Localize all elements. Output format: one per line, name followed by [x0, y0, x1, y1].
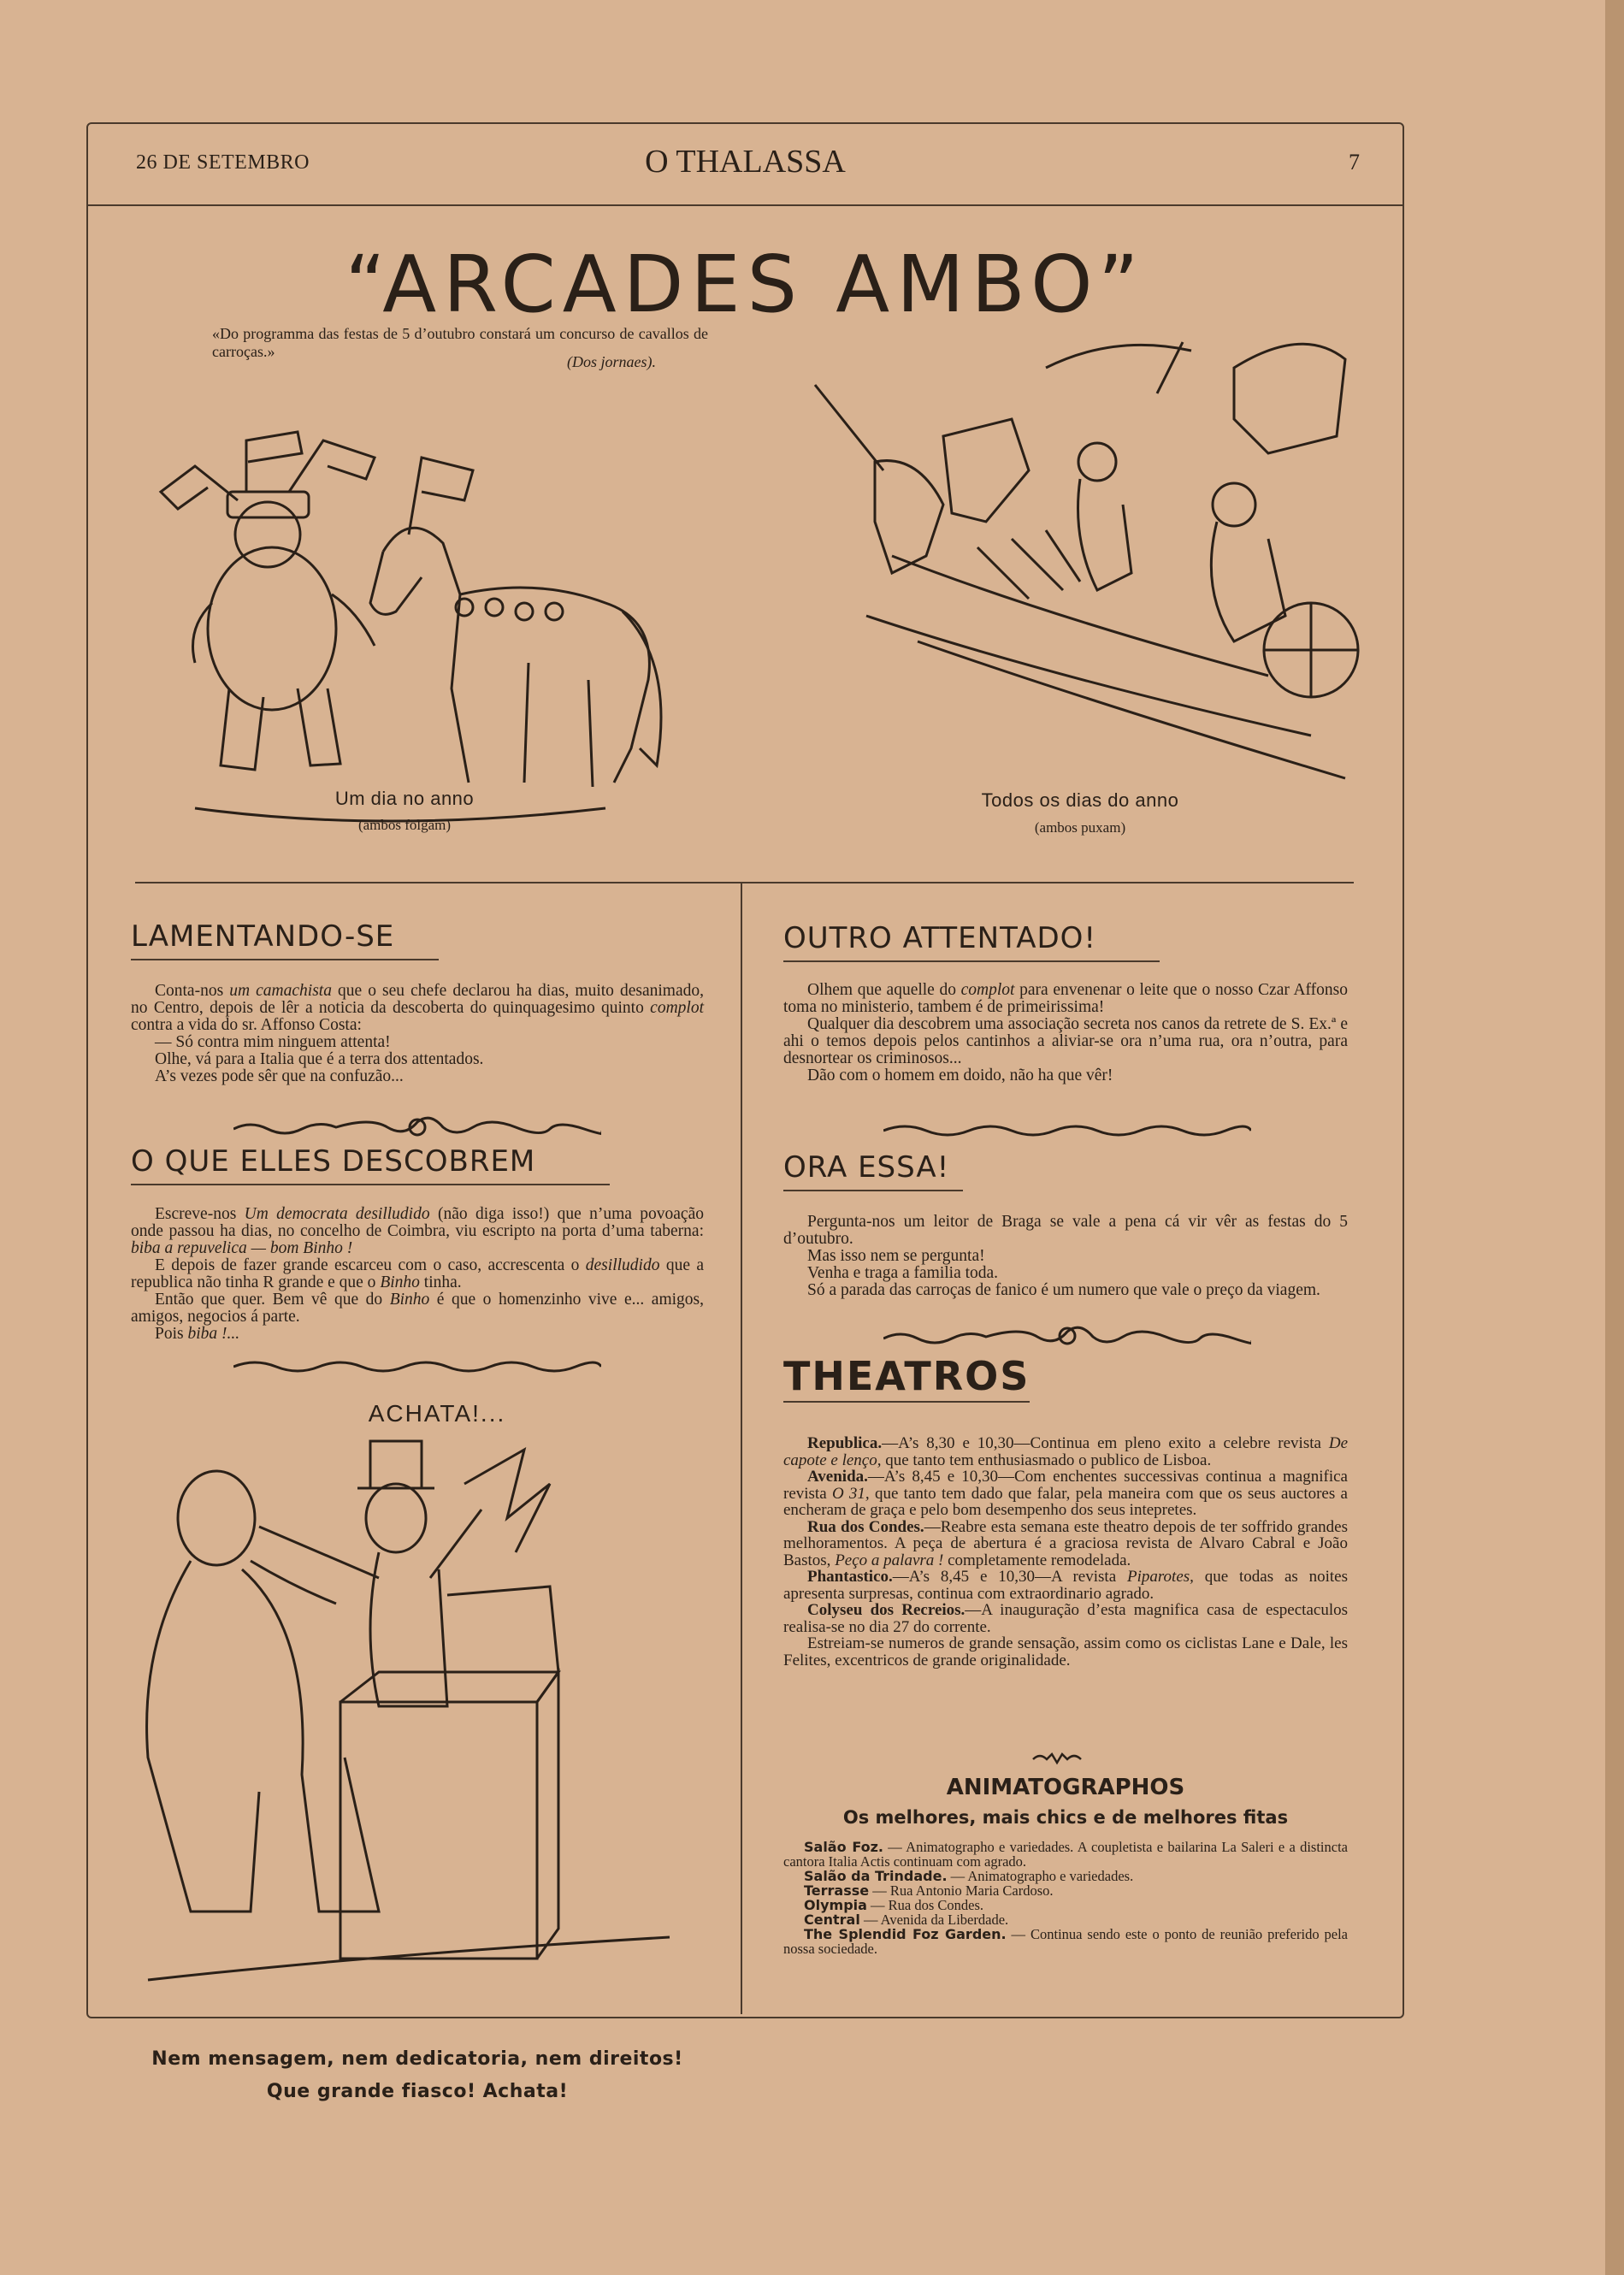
small-ornament [1031, 1749, 1083, 1766]
header-date: 26 DE SETEMBRO [136, 151, 310, 174]
heading-ora-essa: ORA ESSA! [783, 1150, 963, 1191]
illustration-right-cart-pulling [789, 334, 1405, 787]
cartoon-title: “ARCADES AMBO” [345, 239, 1146, 330]
achata-caption-line-1: Nem mensagem, nem dedicatoria, nem direitos! [151, 2048, 683, 2070]
achata-caption-line-2: Que grande fiasco! Achata! [266, 2081, 569, 2102]
column-divider [741, 883, 742, 2014]
left-caption: Um dia no anno [334, 788, 475, 809]
ornament-divider [883, 1321, 1251, 1350]
text-lamentando-se: Conta-nos um camachista que o seu chefe declarou ha dias, muito desanimado, no Centro, depois de lêr a noticia da descoberta do quinquagesimo quinto complot contra a vida do sr. Affonso Costa: — Só contra mim ninguem attenta! Olhe, vá para a Italia que é a terra dos attentados. A’s vezes pode sêr que na confuzão... [131, 982, 704, 1085]
heading-achata: ACHATA!... [368, 1400, 506, 1427]
left-subcaption: (ambos folgam) [357, 817, 452, 833]
ornament-divider [883, 1118, 1251, 1143]
page-frame [86, 122, 1404, 2102]
text-animatographos: Salão Foz. — Animatographo e variedades. A coupletista e bailarina La Saleri e a distincta cantora Italia Actis continuam com agrado. Salão da Trindade. — Animatographo e variedades. Terrasse — Rua Antonio Maria Cardoso. Olympia — Rua dos Condes. Central — Avenida da Liberdade. The Splendid Foz Garden. — Continua sendo este o ponto de reunião preferido pela nossa sociedade. [783, 1839, 1348, 1957]
page-header [88, 124, 1403, 206]
text-theatros: Republica.—A’s 8,30 e 10,30—Continua em pleno exito a celebre revista De capote e lenço, que tanto tem enthusiasmado o publico de Lisboa. Avenida.—A’s 8,45 e 10,30—Com enchentes successivas continua a magnifica revista O 31, que tanto tem dado que falar, pela maneira com que os seus auctores a encheram de graça e pelo bom desempenho dos seus intepretes. Rua dos Condes.—Reabre esta semana este theatro depois de ter soffrido grandes melhoramentos. A peça de abertura é a graciosa revista de Alvaro Cabral e João Bastos, Peço a palavra ! completamente remodelada. Phantastico.—A’s 8,45 e 10,30—A revista Piparotes, que todas as noites apresenta surpresas, continua com extraordinario agrado. Colyseu dos Recreios.—A inauguração d’esta magnifica casa de espectaculos realisa-se no dia 27 do corrente. Estreiam-se numeros de grande sensação, assim como os ciclistas Lane e Dale, les Felites, excentricos de grande originalidade. [783, 1434, 1349, 1669]
heading-outro-attentado: OUTRO ATTENTADO! [783, 921, 1160, 962]
ornament-divider [233, 1112, 601, 1143]
text-o-que-elles-descobrem: Escreve-nos Um democrata desilludido (não diga isso!) que n’uma povoação onde passou ha dias, no concelho de Coimbra, viu escripto na porta d’uma taberna: biba a repuvelica — bom Binho ! E depois de fazer grande escarceu com o caso, accrescenta o desilludido que a republica não tinha R grande e que o Binho tinha. Então que quer. Bem vê que do Binho é que o homenzinho vive e... amigos, amigos, negocios á parte. Pois biba !... [131, 1205, 704, 1343]
right-subcaption: (ambos puxam) [1034, 819, 1126, 836]
heading-o-que-elles-descobrem: O QUE ELLES DESCOBREM [131, 1144, 610, 1185]
illustration-left-man-and-horse [127, 406, 725, 885]
heading-theatros: THEATROS [783, 1353, 1030, 1403]
illustration-achata [122, 1433, 738, 2048]
cartoon-epigraph: «Do programma das festas de 5 d’outubro constará um concurso de cavallos de carroças.» [212, 325, 708, 360]
right-caption: Todos os dias do anno [981, 789, 1179, 811]
heading-lamentando-se: LAMENTANDO-SE [131, 919, 439, 960]
ornament-divider [233, 1354, 601, 1380]
page-edge [1605, 0, 1624, 2275]
subheading-animatographos: Os melhores, mais chics e de melhores fitas [842, 1807, 1289, 1828]
horizontal-divider [135, 882, 1354, 883]
header-page-number: 7 [1349, 150, 1360, 174]
header-title: O THALASSA [645, 144, 846, 180]
cartoon-epigraph-source: (Dos jornaes). [567, 353, 656, 370]
text-outro-attentado: Olhem que aquelle do complot para envenenar o leite que o nosso Czar Affonso toma no ministerio, tambem é de primeirissima! Qualquer dia descobrem uma associação secreta nos canos da retrete de S. Ex.ª e ahi o temos depois pelos cantinhos a aliviar-se ora n’uma rua, ora n’outra, para desnortear os criminosos... Dão com o homem em doido, não ha que vêr! [783, 981, 1348, 1084]
heading-animatographos: ANIMATOGRAPHOS [946, 1775, 1185, 1800]
text-ora-essa: Pergunta-nos um leitor de Braga se vale a pena cá vir vêr as festas do 5 d’outubro. Mas isso nem se pergunta! Venha e traga a familia toda. Só a parada das carroças de fanico é um numero que vale o preço da viagem. [783, 1213, 1348, 1299]
